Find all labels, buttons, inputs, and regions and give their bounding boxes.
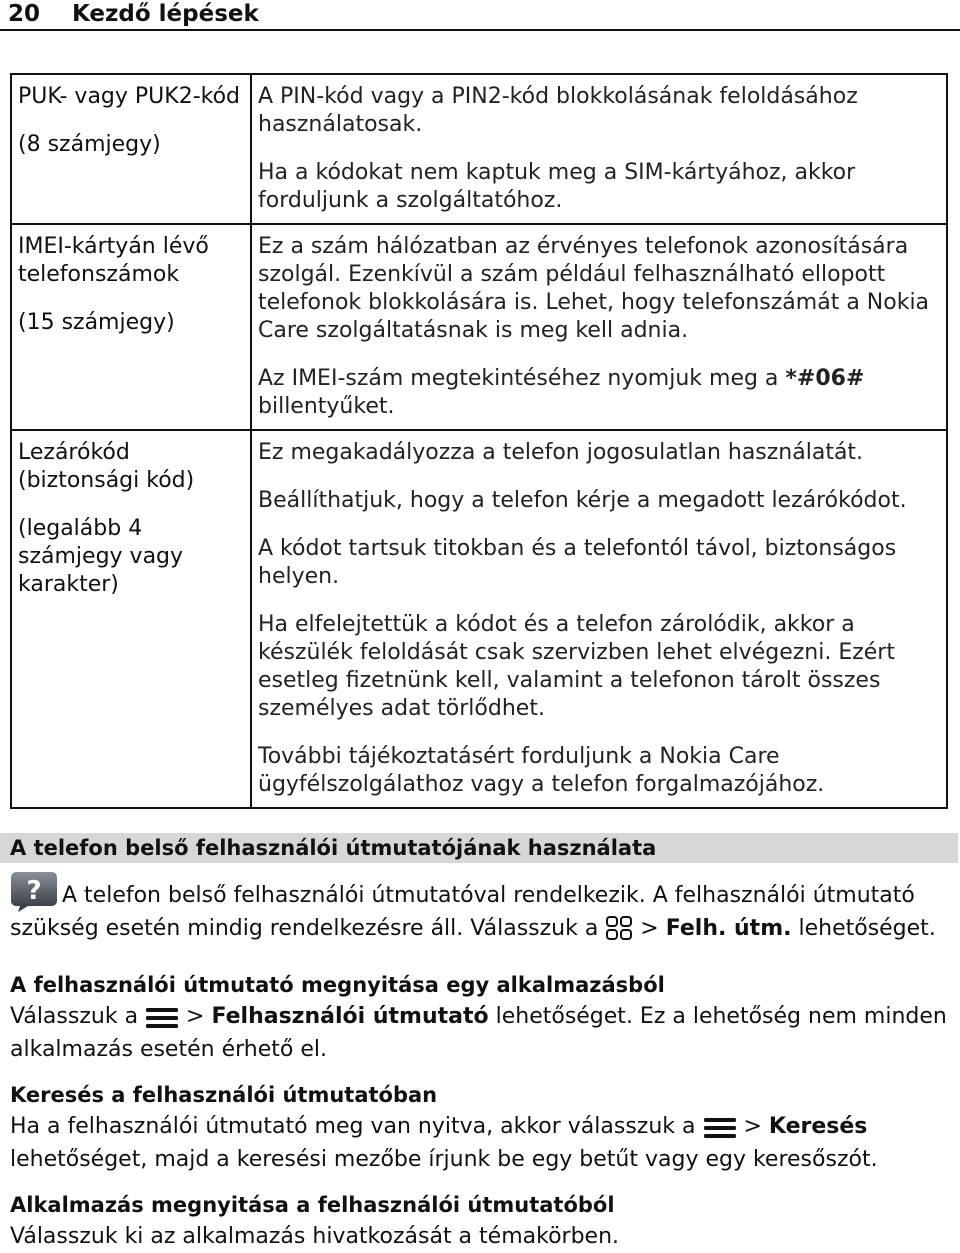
description-paragraph: A PIN-kód vagy a PIN2-kód blokkolásának feloldásához használatosak. <box>258 84 858 137</box>
body-separator: > <box>736 1114 769 1139</box>
code-name: PUK- vagy PUK2-kód <box>18 84 241 109</box>
code-description-cell <box>251 74 947 224</box>
code-name-cell <box>11 430 251 808</box>
imei-instruction-pre: Az IMEI-szám megtekintéséhez nyomjuk meg a <box>258 366 786 391</box>
table-row <box>11 74 947 224</box>
options-menu-icon <box>145 1007 179 1029</box>
options-menu-icon <box>703 1117 737 1139</box>
menu-grid-icon <box>605 915 633 941</box>
intro-paragraph <box>10 870 950 945</box>
subsection-open-from-app <box>10 970 950 1066</box>
intro-end: lehetőséget. <box>791 916 936 941</box>
imei-instruction <box>258 365 940 421</box>
table-row <box>11 430 947 808</box>
help-question-icon <box>10 870 58 912</box>
subsection-search <box>10 1080 950 1176</box>
imei-code: *#06# <box>785 366 865 391</box>
code-length: (8 számjegy) <box>18 132 161 157</box>
description-paragraph: Ez a szám hálózatban az érvényes telefonok azonosítására szolgál. Ezenkívül a szám például felhasználható ellopott telefonok blokkolására is. Lehet, hogy telefonszámát a Nokia Care szolgáltatásnak is meg kell adnia. <box>258 234 930 343</box>
code-length: (legalább 4 számjegy vagy karakter) <box>18 516 184 597</box>
imei-instruction-post: billentyűket. <box>258 394 395 419</box>
chapter-title: Kezdő lépések <box>72 1 259 27</box>
description-paragraph: Ha elfelejtettük a kódot és a telefon zárolódik, akkor a készülék feloldását csak szervizben lehet elvégezni. Ezért esetleg fizetnünk kell, valamint a telefonon tárolt összes személyes adat törlődhet. <box>258 612 895 721</box>
page-header <box>0 0 960 31</box>
description-paragraph: Beállíthatjuk, hogy a telefon kérje a megadott lezárókódot. <box>258 488 907 513</box>
body-separator: > <box>179 1004 212 1029</box>
code-description-cell <box>251 430 947 808</box>
code-name: Lezárókód (biztonsági kód) <box>18 440 195 493</box>
code-description-cell <box>251 224 947 430</box>
section-title: A telefon belső felhasználói útmutatójának használata <box>10 836 657 860</box>
intro-menu-path: Felh. útm. <box>665 916 792 941</box>
body-text: Válasszuk ki az alkalmazás hivatkozását a témakörben. <box>10 1224 620 1249</box>
subsection-heading: A felhasználói útmutató megnyitása egy alkalmazásból <box>10 973 665 997</box>
description-paragraph: További tájékoztatásért forduljunk a Nokia Care ügyfélszolgálathoz vagy a telefon forgalmazójához. <box>258 744 825 797</box>
body-text: Válasszuk a <box>10 1004 146 1029</box>
code-name-cell <box>11 224 251 430</box>
description-paragraph: Ha a kódokat nem kaptuk meg a SIM-kártyához, akkor forduljunk a szolgáltatóhoz. <box>258 160 856 213</box>
code-length: (15 számjegy) <box>18 310 175 335</box>
subsection-heading: Alkalmazás megnyitása a felhasználói útmutatóból <box>10 1193 615 1217</box>
body-text: lehetőséget, majd a keresési mezőbe írjunk be egy betűt vagy egy keresőszót. <box>10 1147 878 1172</box>
access-codes-table <box>10 73 948 809</box>
description-paragraph: Ez megakadályozza a telefon jogosulatlan használatát. <box>258 440 864 465</box>
table-row <box>11 224 947 430</box>
code-name-cell <box>11 74 251 224</box>
subsection-open-app-from-guide <box>10 1190 950 1253</box>
intro-text: A telefon belső felhasználói útmutatóval rendelkezik. A felhasználói útmutató szükség esetén mindig rendelkezésre áll. Válasszuk a <box>10 883 915 941</box>
code-name: IMEI-kártyán lévő telefonszámok <box>18 234 209 287</box>
menu-path: Felhasználói útmutató <box>211 1004 489 1029</box>
menu-path: Keresés <box>768 1114 868 1139</box>
body-text: Ha a felhasználói útmutató meg van nyitva, akkor válasszuk a <box>10 1114 703 1139</box>
body-text: lehetőséget. Ez a lehetőség nem minden alkalmazás esetén érhető el. <box>10 1004 947 1062</box>
section-heading-bar <box>0 833 958 863</box>
subsection-heading: Keresés a felhasználói útmutatóban <box>10 1083 438 1107</box>
intro-separator: > <box>633 916 666 941</box>
svg-text:?: ? <box>26 876 42 906</box>
description-paragraph: A kódot tartsuk titokban és a telefontól távol, biztonságos helyen. <box>258 536 897 589</box>
page-number: 20 <box>8 1 41 27</box>
